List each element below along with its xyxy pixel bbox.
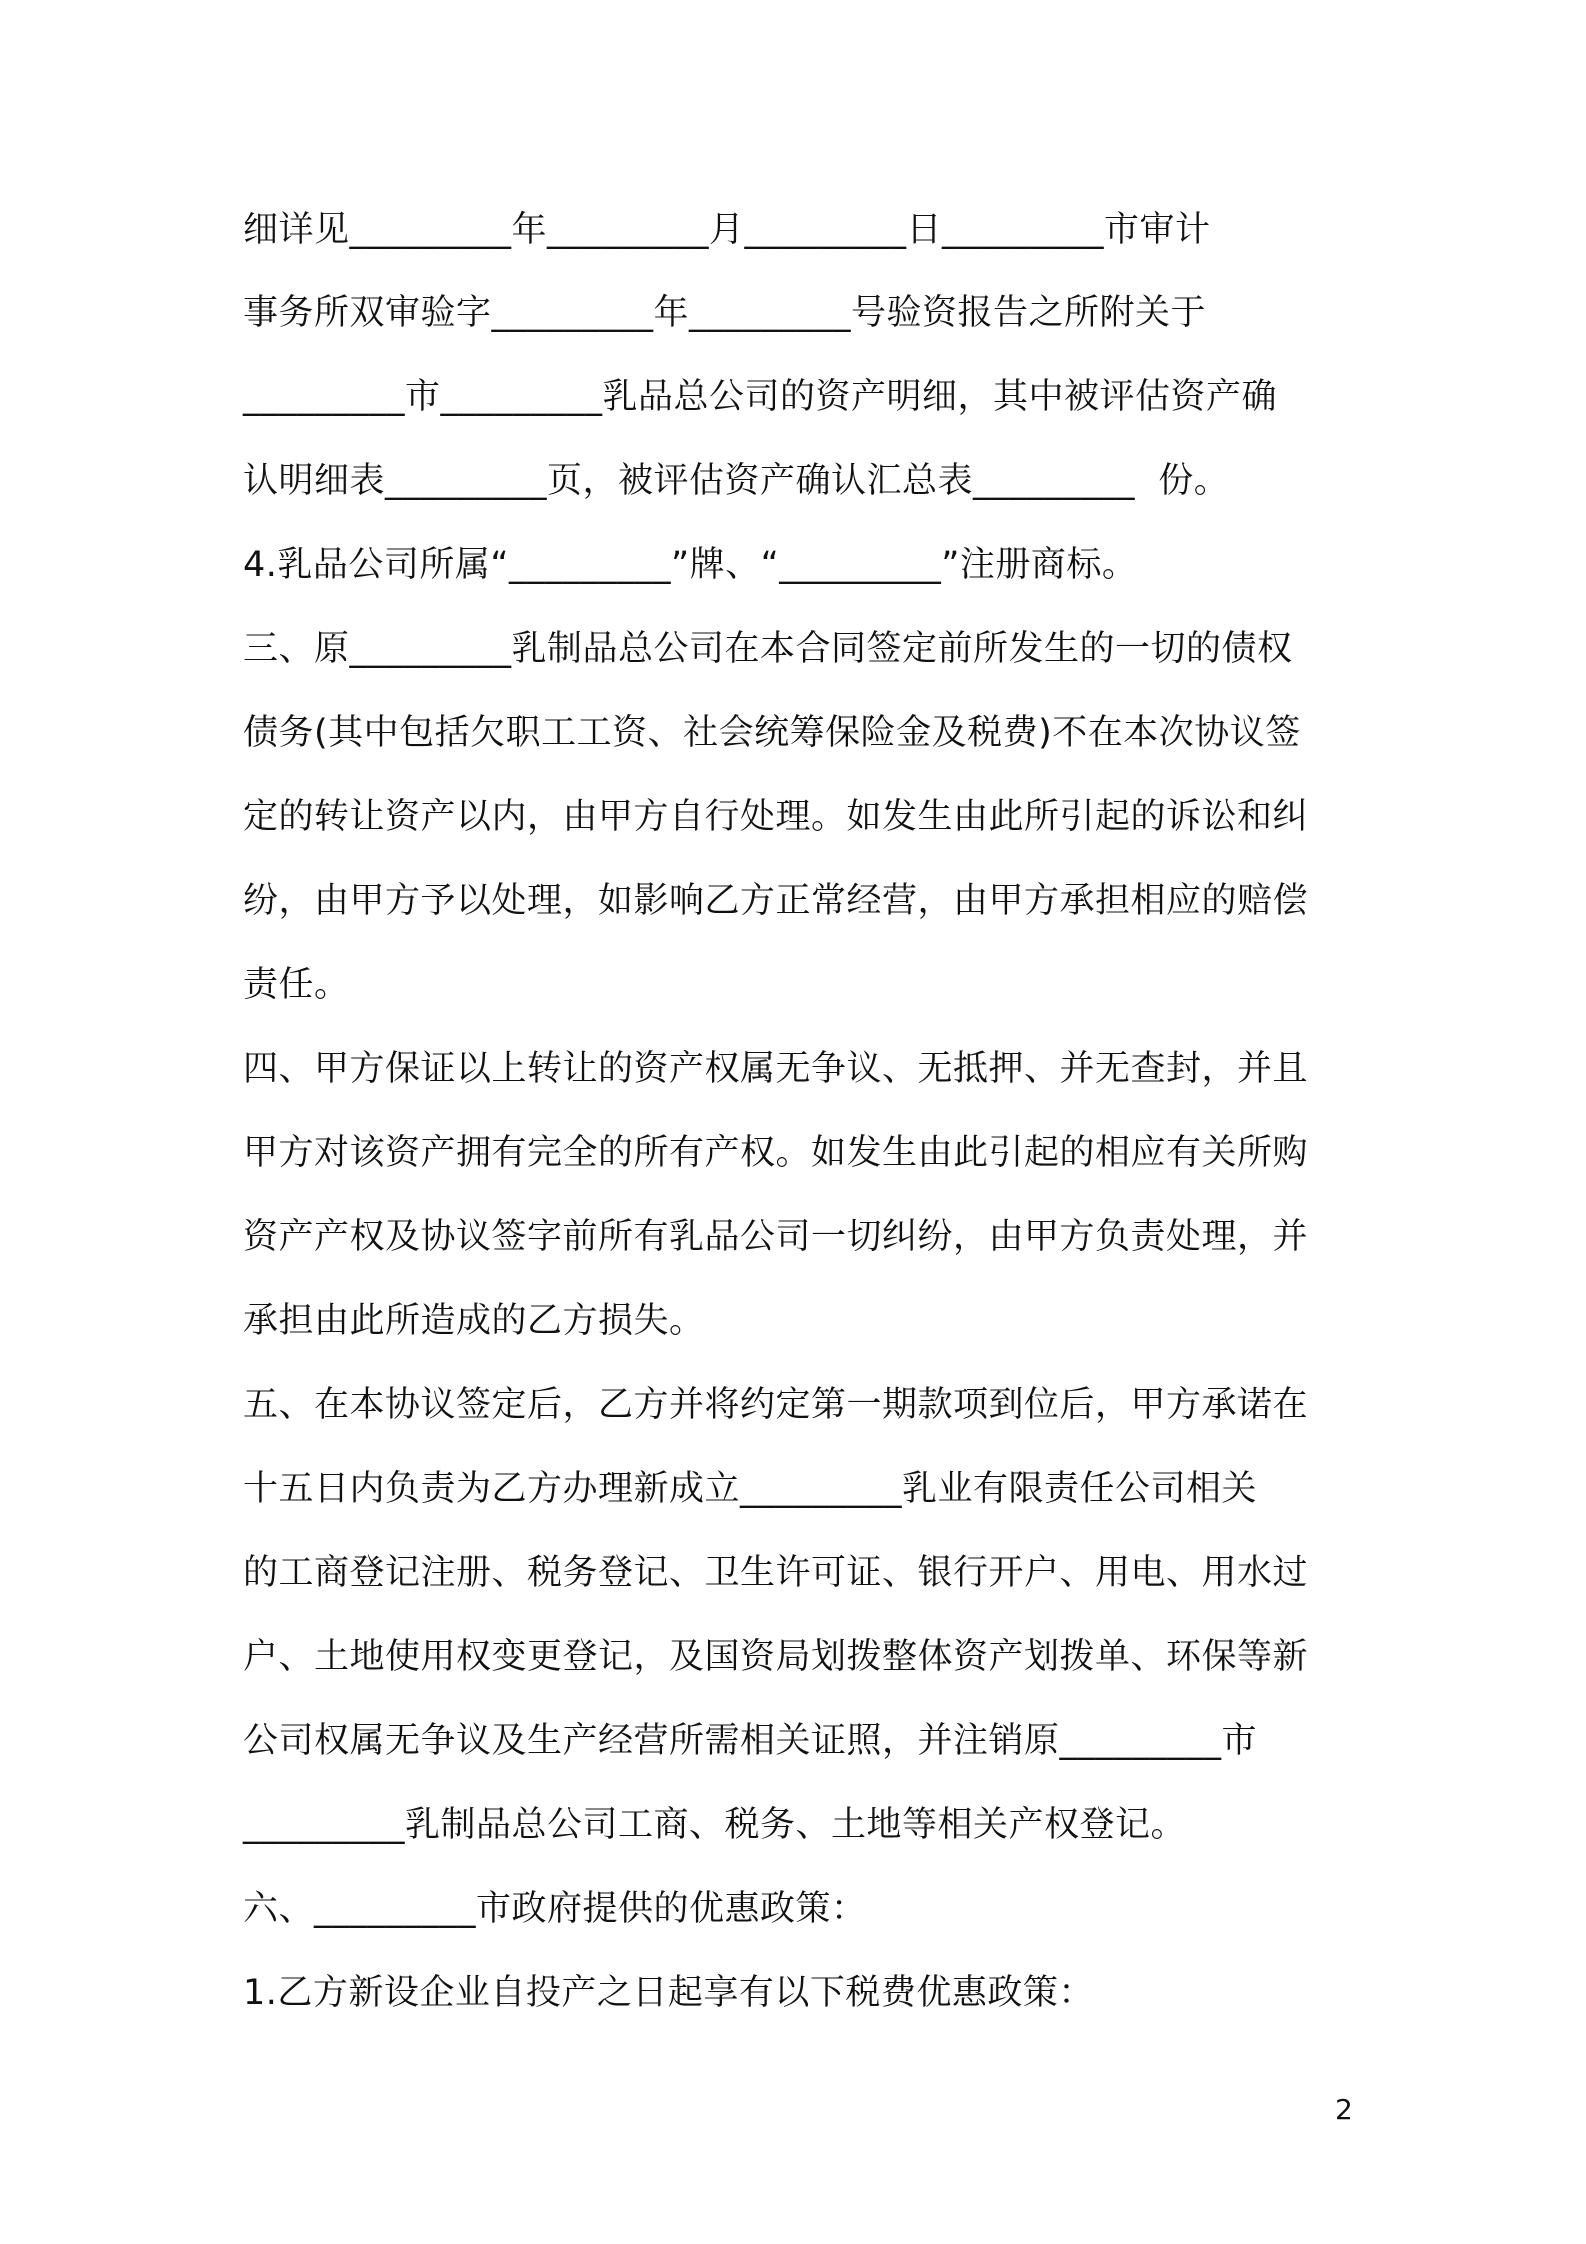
text-line: 责任。 (243, 965, 350, 1005)
text-line: 四、甲方保证以上转让的资产权属无争议、无抵押、并无查封，并且 (243, 1049, 1309, 1089)
text-line: 户、土地使用权变更登记，及国资局划拨整体资产划拨单、环保等新 (243, 1637, 1309, 1677)
text-line: 定的转让资产以内，由甲方自行处理。如发生由此所引起的诉讼和纠 (243, 797, 1309, 837)
text-line: 五、在本协议签定后，乙方并将约定第一期款项到位后，甲方承诺在 (243, 1385, 1309, 1425)
text-line: 六、_________市政府提供的优惠政策： (243, 1889, 867, 1929)
text-line: 事务所双审验字_________年_________号验资报告之所附关于 (243, 293, 1207, 333)
text-line: _________市_________乳品总公司的资产明细，其中被评估资产确 (243, 377, 1278, 417)
text-line: 细详见_________年_________月_________日_________市审计 (243, 210, 1211, 250)
text-line: 债务(其中包括欠职工工资、社会统筹保险金及税费)不在本次协议签 (243, 713, 1301, 753)
text-line: 十五日内负责为乙方办理新成立_________乳业有限责任公司相关 (243, 1469, 1258, 1509)
text-line: 甲方对该资产拥有完全的所有产权。如发生由此引起的相应有关所购 (243, 1133, 1309, 1173)
text-line: 公司权属无争议及生产经营所需相关证照，并注销原_________市 (243, 1721, 1258, 1761)
text-line: 的工商登记注册、税务登记、卫生许可证、银行开户、用电、用水过 (243, 1553, 1309, 1593)
text-line: _________乳制品总公司工商、税务、土地等相关产权登记。 (243, 1805, 1187, 1845)
text-line: 4.乳品公司所属“_________”牌、“_________”注册商标。 (243, 545, 1138, 585)
text-line: 三、原_________乳制品总公司在本合同签定前所发生的一切的债权 (243, 629, 1293, 669)
text-line: 纷，由甲方予以处理，如影响乙方正常经营，由甲方承担相应的赔偿 (243, 881, 1309, 921)
text-line: 1.乙方新设企业自投产之日起享有以下税费优惠政策： (243, 1973, 1094, 2013)
page-number: 2 (1335, 2093, 1353, 2126)
text-line: 认明细表_________页，被评估资产确认汇总表_________ 份。 (243, 461, 1230, 501)
text-line: 资产产权及协议签字前所有乳品公司一切纠纷，由甲方负责处理，并 (243, 1217, 1309, 1257)
text-line: 承担由此所造成的乙方损失。 (243, 1301, 705, 1341)
